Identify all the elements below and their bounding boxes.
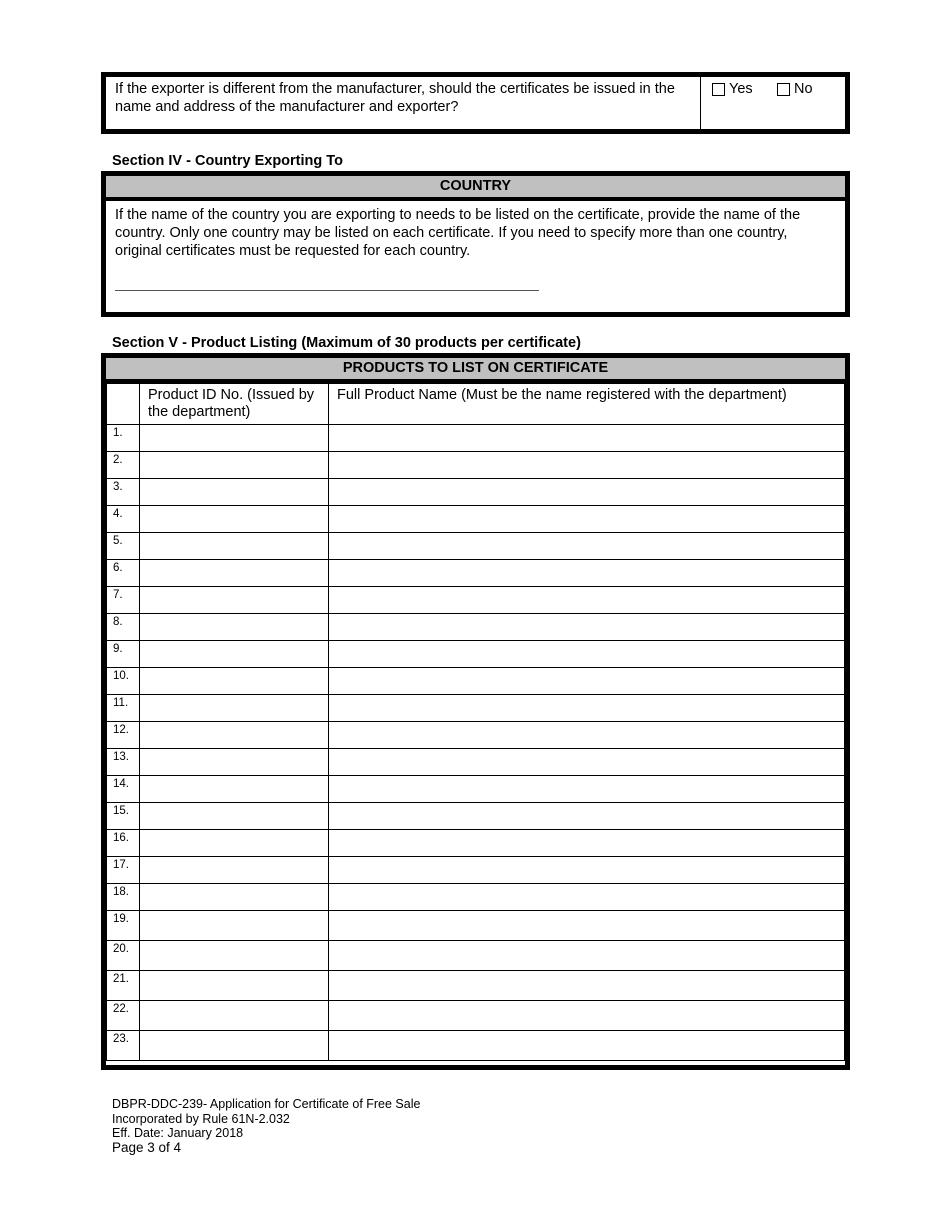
table-row bbox=[107, 560, 845, 587]
row-number: 4. bbox=[107, 506, 140, 533]
products-table bbox=[106, 383, 845, 1061]
exporter-question-box bbox=[101, 72, 850, 134]
product-id-cell[interactable] bbox=[140, 452, 329, 479]
product-name-cell[interactable] bbox=[329, 587, 845, 614]
row-number: 2. bbox=[107, 452, 140, 479]
table-row bbox=[107, 749, 845, 776]
product-id-cell[interactable] bbox=[140, 641, 329, 668]
product-id-cell[interactable] bbox=[140, 587, 329, 614]
page-number: Page 3 of 4 bbox=[112, 1139, 182, 1155]
product-name-cell[interactable] bbox=[329, 479, 845, 506]
product-id-cell[interactable] bbox=[140, 722, 329, 749]
product-name-cell[interactable] bbox=[329, 668, 845, 695]
product-id-cell[interactable] bbox=[140, 749, 329, 776]
product-id-cell[interactable] bbox=[140, 479, 329, 506]
product-id-cell[interactable] bbox=[140, 614, 329, 641]
footer bbox=[112, 1097, 420, 1155]
table-row bbox=[107, 533, 845, 560]
row-number: 9. bbox=[107, 641, 140, 668]
table-row bbox=[107, 803, 845, 830]
table-row bbox=[107, 941, 845, 971]
table-header-row bbox=[107, 384, 845, 425]
product-id-cell[interactable] bbox=[140, 1031, 329, 1061]
country-name-field[interactable] bbox=[115, 290, 539, 291]
table-row bbox=[107, 587, 845, 614]
form-id: DBPR-DDC-239- Application for Certificate of Free Sale bbox=[112, 1097, 421, 1111]
table-row bbox=[107, 884, 845, 911]
product-name-cell[interactable] bbox=[329, 425, 845, 452]
row-number: 3. bbox=[107, 479, 140, 506]
table-row bbox=[107, 452, 845, 479]
product-name-cell[interactable] bbox=[329, 941, 845, 971]
product-name-cell[interactable] bbox=[329, 1001, 845, 1031]
row-number: 20. bbox=[107, 941, 140, 971]
product-id-cell[interactable] bbox=[140, 911, 329, 941]
product-id-cell[interactable] bbox=[140, 506, 329, 533]
table-row bbox=[107, 668, 845, 695]
product-name-cell[interactable] bbox=[329, 749, 845, 776]
product-id-cell[interactable] bbox=[140, 560, 329, 587]
product-id-cell[interactable] bbox=[140, 668, 329, 695]
products-header: PRODUCTS TO LIST ON CERTIFICATE bbox=[106, 358, 845, 383]
product-name-cell[interactable] bbox=[329, 614, 845, 641]
row-number: 16. bbox=[107, 830, 140, 857]
table-row bbox=[107, 641, 845, 668]
product-name-cell[interactable] bbox=[329, 971, 845, 1001]
product-name-cell[interactable] bbox=[329, 1031, 845, 1061]
product-name-cell[interactable] bbox=[329, 560, 845, 587]
yes-checkbox[interactable] bbox=[712, 81, 753, 97]
table-row bbox=[107, 1001, 845, 1031]
row-number: 10. bbox=[107, 668, 140, 695]
section-5-title: Section V - Product Listing (Maximum of 30 products per certificate) bbox=[112, 335, 581, 351]
row-number: 7. bbox=[107, 587, 140, 614]
row-number: 13. bbox=[107, 749, 140, 776]
product-name-cell[interactable] bbox=[329, 506, 845, 533]
row-number: 11. bbox=[107, 695, 140, 722]
table-row bbox=[107, 695, 845, 722]
product-id-cell[interactable] bbox=[140, 830, 329, 857]
product-id-cell[interactable] bbox=[140, 425, 329, 452]
product-name-cell[interactable] bbox=[329, 803, 845, 830]
row-number: 17. bbox=[107, 857, 140, 884]
table-row bbox=[107, 506, 845, 533]
row-number: 5. bbox=[107, 533, 140, 560]
product-name-column-header: Full Product Name (Must be the name registered with the department) bbox=[329, 384, 845, 425]
table-row bbox=[107, 776, 845, 803]
table-row bbox=[107, 614, 845, 641]
table-row bbox=[107, 830, 845, 857]
no-checkbox[interactable] bbox=[777, 81, 813, 97]
products-box bbox=[101, 353, 850, 1070]
table-row bbox=[107, 722, 845, 749]
product-name-cell[interactable] bbox=[329, 695, 845, 722]
table-row bbox=[107, 1031, 845, 1061]
row-number: 23. bbox=[107, 1031, 140, 1061]
product-id-column-header: Product ID No. (Issued by the department) bbox=[140, 384, 329, 425]
country-header: COUNTRY bbox=[106, 176, 845, 201]
no-label: No bbox=[794, 81, 813, 97]
row-number: 6. bbox=[107, 560, 140, 587]
row-number: 22. bbox=[107, 1001, 140, 1031]
product-name-cell[interactable] bbox=[329, 857, 845, 884]
row-number: 18. bbox=[107, 884, 140, 911]
row-number: 19. bbox=[107, 911, 140, 941]
product-id-cell[interactable] bbox=[140, 941, 329, 971]
product-name-cell[interactable] bbox=[329, 830, 845, 857]
row-number-header bbox=[107, 384, 140, 425]
table-row bbox=[107, 479, 845, 506]
product-id-cell[interactable] bbox=[140, 1001, 329, 1031]
product-id-cell[interactable] bbox=[140, 533, 329, 560]
product-id-cell[interactable] bbox=[140, 695, 329, 722]
product-id-cell[interactable] bbox=[140, 857, 329, 884]
product-name-cell[interactable] bbox=[329, 452, 845, 479]
table-row bbox=[107, 911, 845, 941]
product-id-cell[interactable] bbox=[140, 971, 329, 1001]
row-number: 14. bbox=[107, 776, 140, 803]
product-id-cell[interactable] bbox=[140, 884, 329, 911]
row-number: 1. bbox=[107, 425, 140, 452]
row-number: 15. bbox=[107, 803, 140, 830]
row-number: 12. bbox=[107, 722, 140, 749]
rule-reference: Incorporated by Rule 61N-2.032 bbox=[112, 1111, 290, 1126]
product-name-cell[interactable] bbox=[329, 884, 845, 911]
product-name-cell[interactable] bbox=[329, 641, 845, 668]
country-instructions: If the name of the country you are exporting to needs to be listed on the certificate, provide the name of the country. Only one country may be listed on each certificate. If you need to specify more than one country, original certificates must be requested for each country. bbox=[115, 207, 801, 259]
yes-label: Yes bbox=[729, 81, 753, 97]
product-id-cell[interactable] bbox=[140, 776, 329, 803]
checkbox-square-icon[interactable] bbox=[712, 83, 725, 96]
product-id-cell[interactable] bbox=[140, 803, 329, 830]
checkbox-square-icon[interactable] bbox=[777, 83, 790, 96]
effective-date: Eff. Date: January 2018 bbox=[112, 1126, 244, 1140]
row-number: 8. bbox=[107, 614, 140, 641]
column-divider bbox=[700, 77, 701, 129]
product-name-cell[interactable] bbox=[329, 533, 845, 560]
country-box bbox=[101, 171, 850, 317]
table-row bbox=[107, 971, 845, 1001]
product-name-cell[interactable] bbox=[329, 776, 845, 803]
product-name-cell[interactable] bbox=[329, 911, 845, 941]
row-number: 21. bbox=[107, 971, 140, 1001]
table-row bbox=[107, 425, 845, 452]
section-4-title: Section IV - Country Exporting To bbox=[112, 153, 343, 169]
product-name-cell[interactable] bbox=[329, 722, 845, 749]
table-row bbox=[107, 857, 845, 884]
exporter-question-text: If the exporter is different from the manufacturer, should the certificates be issued in the name and address of the manufacturer and exporter? bbox=[115, 81, 675, 115]
